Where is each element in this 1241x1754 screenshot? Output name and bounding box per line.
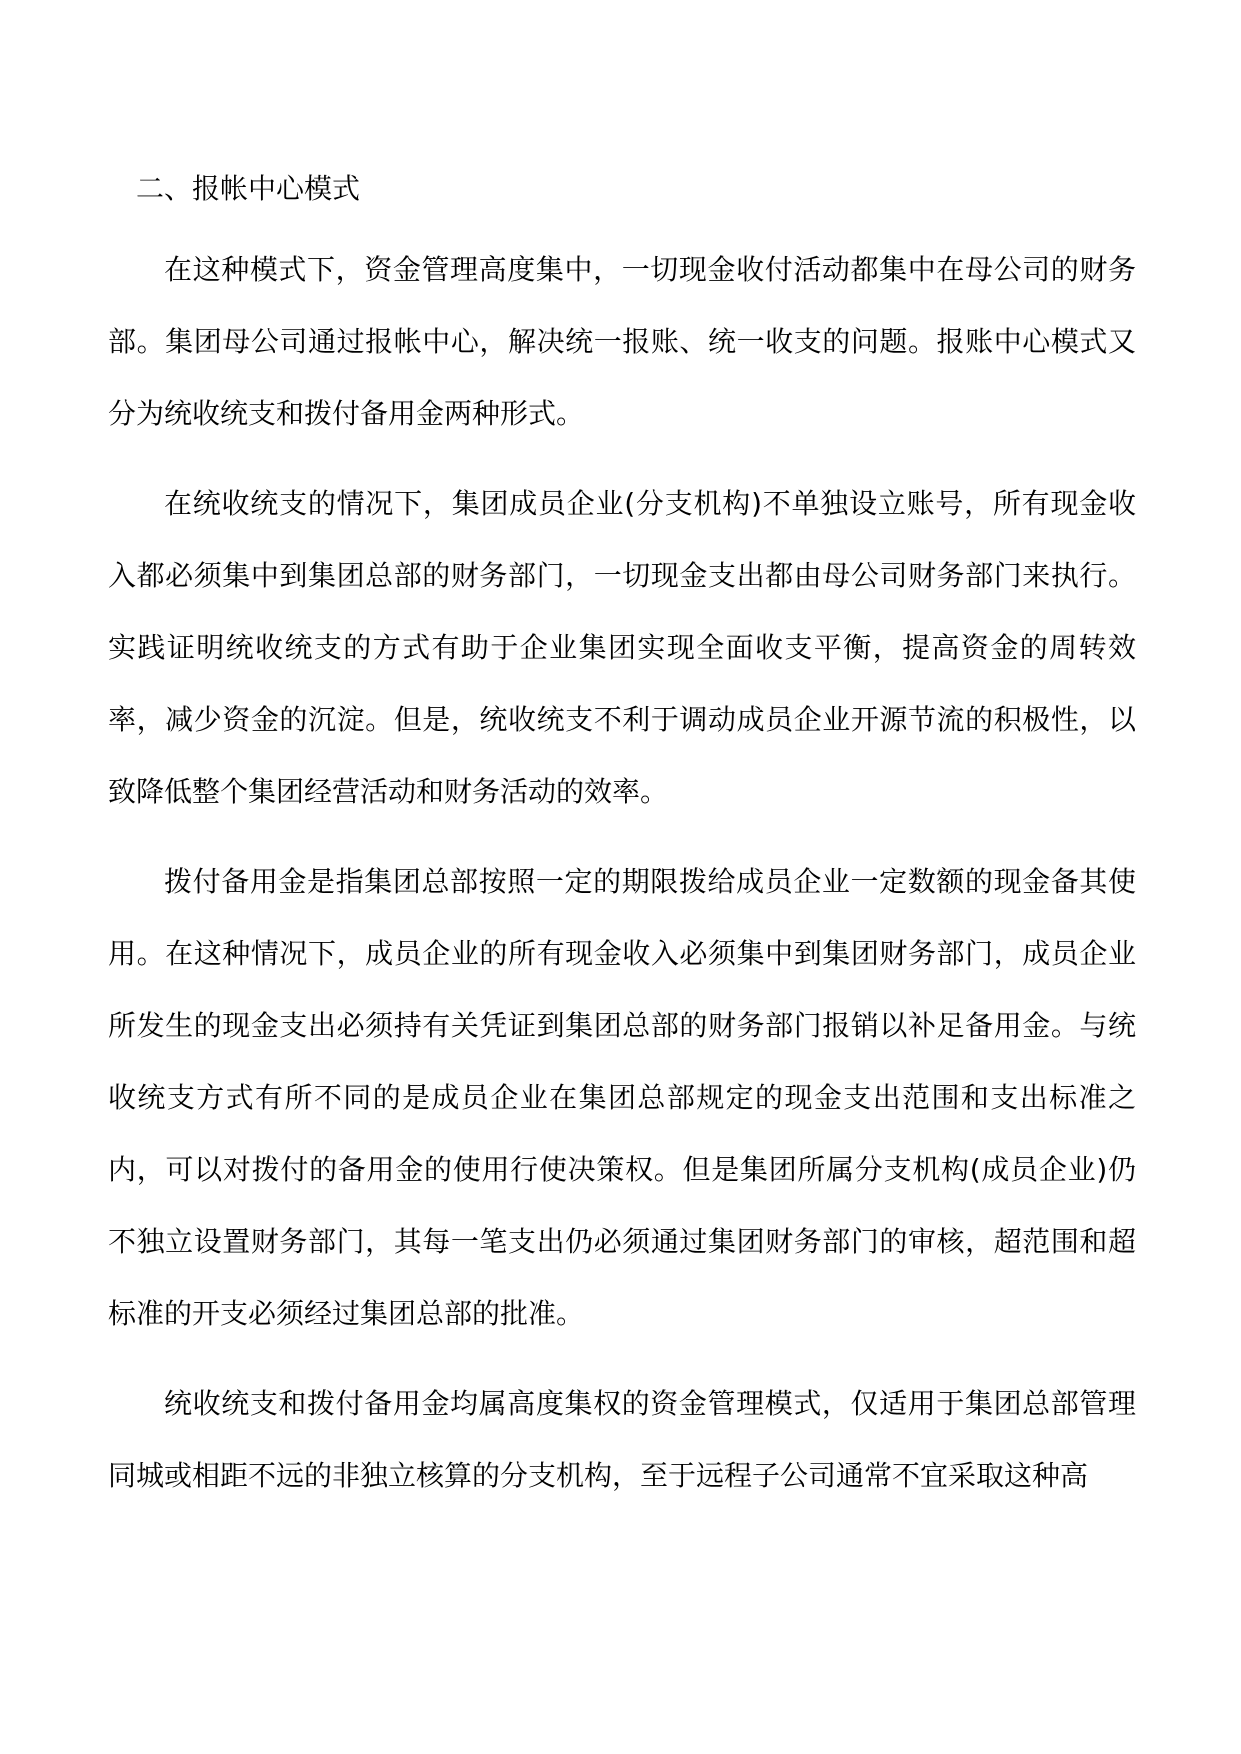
- paragraph-2: 在统收统支的情况下，集团成员企业(分支机构)不单独设立账号，所有现金收入都必须集中到集团总部的财务部门，一切现金支出都由母公司财务部门来执行。实践证明统收统支的方式有助于企业集团实现全面收支平衡，提高资金的周转效率，减少资金的沉淀。但是，统收统支不利于调动成员企业开源节流的积极性，以致降低整个集团经营活动和财务活动的效率。: [108, 487, 1136, 808]
- paragraph-3: 拨付备用金是指集团总部按照一定的期限拨给成员企业一定数额的现金备其使用。在这种情况下，成员企业的所有现金收入必须集中到集团财务部门，成员企业所发生的现金支出必须持有关凭证到集团总部的财务部门报销以补足备用金。与统收统支方式有所不同的是成员企业在集团总部规定的现金支出范围和支出标准之内，可以对拨付的备用金的使用行使决策权。但是集团所属分支机构(成员企业)仍不独立设置财务部门，其每一笔支出仍必须通过集团财务部门的审核，超范围和超标准的开支必须经过集团总部的批准。: [108, 865, 1136, 1330]
- paragraph-4: 统收统支和拨付备用金均属高度集权的资金管理模式，仅适用于集团总部管理同城或相距不远的非独立核算的分支机构，至于远程子公司通常不宜采取这种高: [108, 1387, 1136, 1492]
- document-page: [108, 162, 1136, 1530]
- section-heading: 二、报帐中心模式: [136, 172, 361, 205]
- paragraph-1: 在这种模式下，资金管理高度集中，一切现金收付活动都集中在母公司的财务部。集团母公司通过报帐中心，解决统一报账、统一收支的问题。报账中心模式又分为统收统支和拨付备用金两种形式。: [108, 253, 1136, 430]
